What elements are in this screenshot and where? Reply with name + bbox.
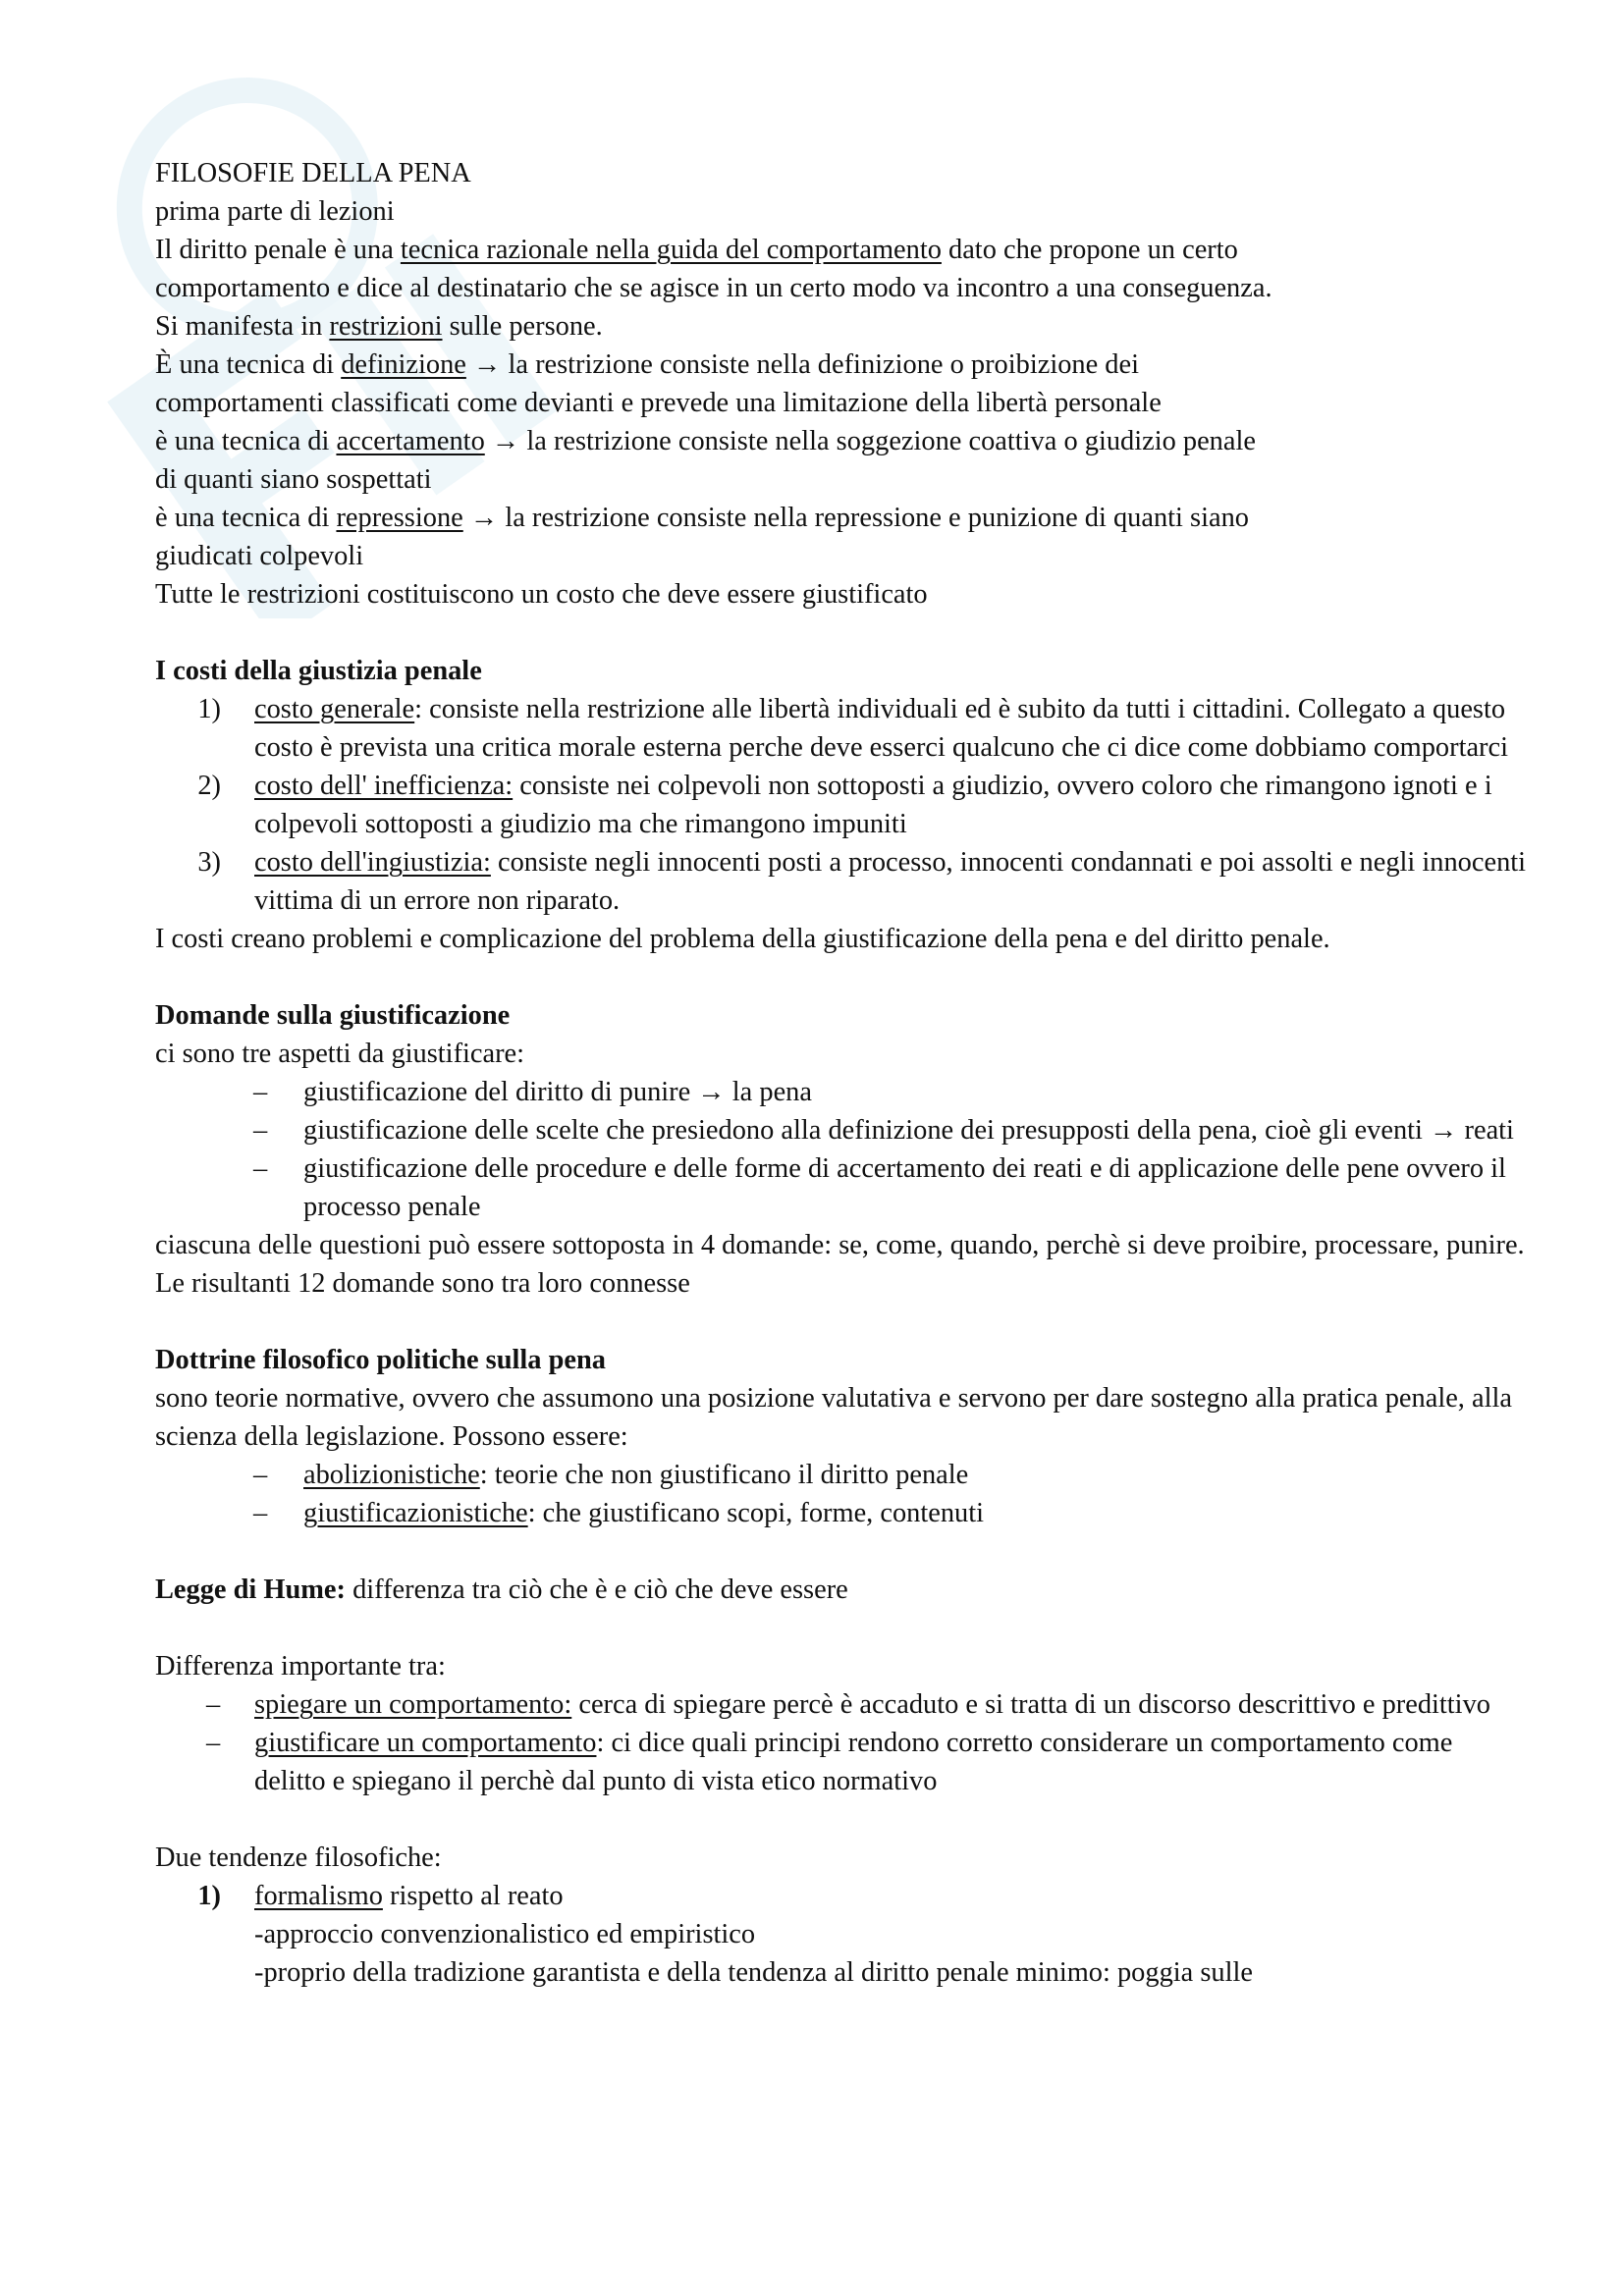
tendenze-lead: Due tendenze filosofiche: <box>155 1842 442 1873</box>
list-item: – giustificare un comportamento: ci dice quali principi rendono corretto considerare un comportamento come delitto e spiegano il perchè dal punto di vista etico normativo <box>206 1728 1453 1796</box>
domande-lead: ci sono tre aspetti da giustificare: <box>155 1039 525 1069</box>
section-heading-dottrine: Dottrine filosofico politiche sulla pena <box>155 1345 606 1375</box>
differenza-list <box>155 1685 1530 1800</box>
tendenze-list <box>155 1877 1530 1992</box>
list-item: 3) costo dell'ingiustizia: consiste negli innocenti posti a processo, innocenti condannati e poi assolti e negli innocenti vittima di un errore non riparato. <box>197 847 1527 916</box>
list-item: – giustificazionistiche: che giustificano scopi, forme, contenuti <box>253 1498 985 1528</box>
list-item: – giustificazione delle procedure e delle forme di accertamento dei reati e di applicazione delle pene ovvero il processo penale <box>253 1153 1506 1222</box>
document-page <box>155 154 1530 1992</box>
hume-law: Legge di Hume: differenza tra ciò che è e ciò che deve essere <box>155 1575 848 1605</box>
section-heading-domande: Domande sulla giustificazione <box>155 1000 511 1031</box>
domande-closing: ciascuna delle questioni può essere sottoposta in 4 domande: se, come, quando, perchè si deve proibire, processare, punire. Le risultanti 12 domande sono tra loro connesse <box>155 1230 1525 1299</box>
list-item: – giustificazione delle scelte che presiedono alla definizione dei presupposti della pena, cioè gli eventi → reati <box>253 1115 1514 1146</box>
list-item: – spiegare un comportamento: cerca di spiegare percè è accaduto e si tratta di un discorso descrittivo e predittivo <box>206 1689 1490 1720</box>
costi-list <box>155 690 1530 920</box>
section-heading-costi: I costi della giustizia penale <box>155 656 482 686</box>
intro-paragraph: Il diritto penale è una tecnica razionale nella guida del comportamento dato che propone un certo comportamento e dice al destinatario che se agisce in un certo modo va incontro a una conseguenza. Si manifesta in restrizioni sulle persone. È una tecnica di definizione → la restrizione consiste nella definizione o proibizione dei comportamenti classificati come devianti e prevede una limitazione della libertà personale è una tecnica di accertamento → la restrizione consiste nella soggezione coattiva o giudizio penale di quanti siano sospettati è una tecnica di repressione → la restrizione consiste nella repressione e punizione di quanti siano giudicati colpevoli Tutte le restrizioni costituiscono un costo che deve essere giustificato <box>155 235 1272 610</box>
costi-closing: I costi creano problemi e complicazione del problema della giustificazione della pena e del diritto penale. <box>155 924 1330 954</box>
document-subtitle: prima parte di lezioni <box>155 196 395 227</box>
differenza-lead: Differenza importante tra: <box>155 1651 446 1682</box>
dottrine-list <box>155 1456 1530 1532</box>
domande-list <box>155 1073 1530 1226</box>
list-item: – giustificazione del diritto di punire → la pena <box>253 1077 812 1107</box>
document-title: FILOSOFIE DELLA PENA <box>155 158 471 188</box>
list-item: 1) costo generale: consiste nella restrizione alle libertà individuali ed è subito da tutti i cittadini. Collegato a questo costo è prevista una critica morale esterna perche deve esserci qualcuno che ci dice come dobbiamo comportarci <box>197 694 1508 763</box>
list-item: – abolizionistiche: teorie che non giustificano il diritto penale <box>253 1460 969 1490</box>
list-item: 1) formalismo rispetto al reato -approccio convenzionalistico ed empiristico -proprio della tradizione garantista e della tendenza al diritto penale minimo: poggia sulle <box>197 1881 1253 1988</box>
list-item: 2) costo dell' inefficienza: consiste nei colpevoli non sottoposti a giudizio, ovvero coloro che rimangono ignoti e i colpevoli sottoposti a giudizio ma che rimangono impuniti <box>197 771 1492 839</box>
dottrine-lead: sono teorie normative, ovvero che assumono una posizione valutativa e servono per dare sostegno alla pratica penale, alla scienza della legislazione. Possono essere: <box>155 1383 1512 1452</box>
